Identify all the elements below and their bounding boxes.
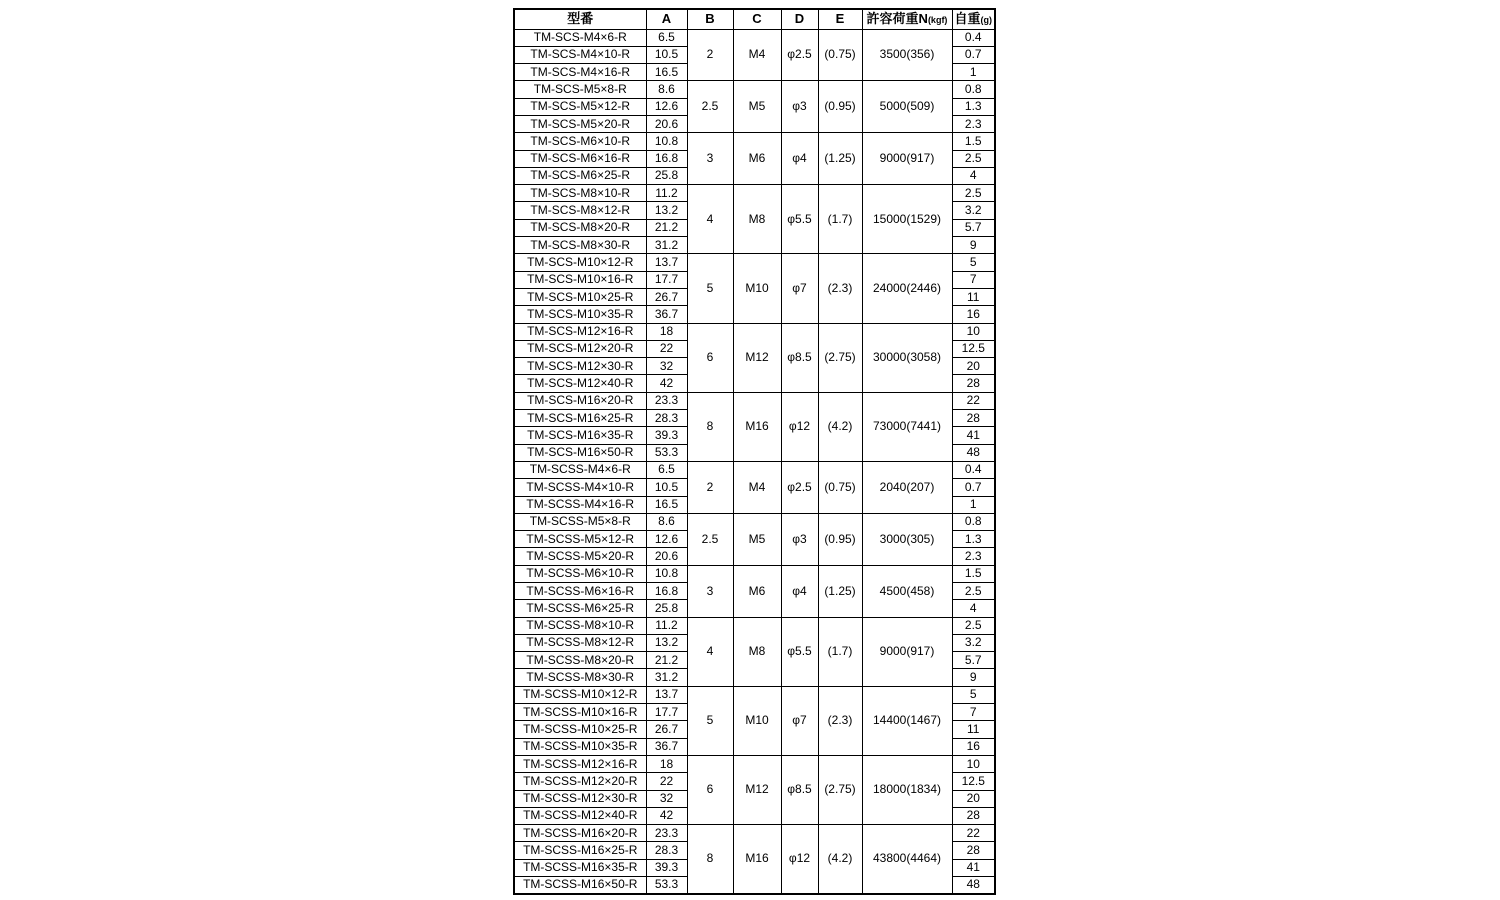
model-cell: TM-SCS-M6×10-R xyxy=(514,133,646,150)
weight-cell: 2.3 xyxy=(952,115,995,132)
model-cell: TM-SCS-M4×16-R xyxy=(514,64,646,81)
weight-cell: 20 xyxy=(952,790,995,807)
model-cell: TM-SCSS-M8×30-R xyxy=(514,669,646,686)
weight-cell: 16 xyxy=(952,306,995,323)
weight-cell: 1 xyxy=(952,496,995,513)
weight-cell: 0.8 xyxy=(952,81,995,98)
dim-a-cell: 32 xyxy=(646,790,687,807)
model-cell: TM-SCSS-M4×16-R xyxy=(514,496,646,513)
model-cell: TM-SCSS-M16×20-R xyxy=(514,825,646,842)
weight-cell: 5 xyxy=(952,686,995,703)
dim-a-cell: 36.7 xyxy=(646,306,687,323)
model-cell: TM-SCSS-M8×20-R xyxy=(514,652,646,669)
dim-a-cell: 6.5 xyxy=(646,29,687,46)
dim-a-cell: 16.5 xyxy=(646,64,687,81)
dim-a-cell: 28.3 xyxy=(646,410,687,427)
model-cell: TM-SCS-M8×30-R xyxy=(514,237,646,254)
dim-a-cell: 26.7 xyxy=(646,288,687,305)
dim-b-cell: 8 xyxy=(687,392,733,461)
allowable-load-cell: 24000(2446) xyxy=(862,254,952,323)
thread-c-cell: M5 xyxy=(733,513,781,565)
weight-cell: 0.4 xyxy=(952,29,995,46)
model-cell: TM-SCSS-M8×12-R xyxy=(514,634,646,651)
dim-b-cell: 2.5 xyxy=(687,81,733,133)
col-header-e xyxy=(818,9,862,29)
dim-e-cell: (1.7) xyxy=(818,185,862,254)
model-cell: TM-SCS-M16×20-R xyxy=(514,392,646,409)
dim-e-cell: (0.75) xyxy=(818,29,862,81)
thread-c-cell: M16 xyxy=(733,825,781,894)
thread-c-cell: M5 xyxy=(733,81,781,133)
weight-cell: 28 xyxy=(952,410,995,427)
dim-b-cell: 3 xyxy=(687,133,733,185)
allowable-load-cell: 43800(4464) xyxy=(862,825,952,894)
diameter-d-cell: φ8.5 xyxy=(781,323,818,392)
dim-a-cell: 11.2 xyxy=(646,617,687,634)
dim-a-cell: 31.2 xyxy=(646,237,687,254)
dim-a-cell: 42 xyxy=(646,807,687,824)
model-cell: TM-SCS-M12×30-R xyxy=(514,358,646,375)
weight-cell: 1.3 xyxy=(952,98,995,115)
dim-a-cell: 13.2 xyxy=(646,634,687,651)
dim-a-cell: 53.3 xyxy=(646,877,687,894)
model-cell: TM-SCS-M8×20-R xyxy=(514,219,646,236)
thread-c-cell: M4 xyxy=(733,29,781,81)
dim-a-cell: 20.6 xyxy=(646,115,687,132)
weight-cell: 16 xyxy=(952,738,995,755)
weight-cell: 0.4 xyxy=(952,461,995,478)
weight-cell: 48 xyxy=(952,877,995,894)
dim-a-cell: 12.6 xyxy=(646,98,687,115)
diameter-d-cell: φ2.5 xyxy=(781,29,818,81)
model-cell: TM-SCSS-M6×10-R xyxy=(514,565,646,582)
weight-cell: 1.3 xyxy=(952,531,995,548)
dim-b-cell: 2 xyxy=(687,29,733,81)
dim-e-cell: (0.95) xyxy=(818,513,862,565)
dim-b-cell: 8 xyxy=(687,825,733,894)
weight-cell: 20 xyxy=(952,358,995,375)
allowable-load-cell: 3000(305) xyxy=(862,513,952,565)
dim-a-cell: 23.3 xyxy=(646,825,687,842)
col-header-b xyxy=(687,9,733,29)
thread-c-cell: M10 xyxy=(733,686,781,755)
model-cell: TM-SCS-M16×35-R xyxy=(514,427,646,444)
model-cell: TM-SCS-M12×16-R xyxy=(514,323,646,340)
table-row xyxy=(514,254,995,271)
weight-cell: 2.5 xyxy=(952,150,995,167)
model-cell: TM-SCSS-M10×35-R xyxy=(514,738,646,755)
weight-cell: 11 xyxy=(952,288,995,305)
dim-a-cell: 22 xyxy=(646,340,687,357)
model-cell: TM-SCSS-M16×25-R xyxy=(514,842,646,859)
weight-cell: 1.5 xyxy=(952,565,995,582)
dim-a-cell: 10.8 xyxy=(646,133,687,150)
dim-a-cell: 12.6 xyxy=(646,531,687,548)
diameter-d-cell: φ3 xyxy=(781,513,818,565)
dim-a-cell: 16.8 xyxy=(646,150,687,167)
weight-cell: 0.8 xyxy=(952,513,995,530)
weight-cell: 28 xyxy=(952,375,995,392)
model-cell: TM-SCS-M5×20-R xyxy=(514,115,646,132)
dim-a-cell: 31.2 xyxy=(646,669,687,686)
dim-a-cell: 11.2 xyxy=(646,185,687,202)
table-row xyxy=(514,392,995,409)
diameter-d-cell: φ3 xyxy=(781,81,818,133)
col-header-load-label: 許容荷重N xyxy=(866,11,928,27)
table-row xyxy=(514,185,995,202)
dim-e-cell: (4.2) xyxy=(818,392,862,461)
header-row xyxy=(514,9,995,29)
col-header-model-label: 型番 xyxy=(567,11,594,27)
dim-a-cell: 13.7 xyxy=(646,254,687,271)
table-header xyxy=(514,9,995,29)
model-cell: TM-SCSS-M16×50-R xyxy=(514,877,646,894)
table-row xyxy=(514,755,995,772)
dim-b-cell: 2.5 xyxy=(687,513,733,565)
model-cell: TM-SCSS-M12×16-R xyxy=(514,755,646,772)
weight-cell: 3.2 xyxy=(952,634,995,651)
weight-cell: 10 xyxy=(952,323,995,340)
model-cell: TM-SCSS-M6×16-R xyxy=(514,583,646,600)
weight-cell: 5.7 xyxy=(952,652,995,669)
model-cell: TM-SCSS-M10×25-R xyxy=(514,721,646,738)
weight-cell: 2.3 xyxy=(952,548,995,565)
dim-e-cell: (1.25) xyxy=(818,565,862,617)
dim-e-cell: (0.95) xyxy=(818,81,862,133)
model-cell: TM-SCSS-M5×8-R xyxy=(514,513,646,530)
diameter-d-cell: φ4 xyxy=(781,133,818,185)
table-row xyxy=(514,686,995,703)
weight-cell: 22 xyxy=(952,825,995,842)
allowable-load-cell: 14400(1467) xyxy=(862,686,952,755)
dim-a-cell: 10.5 xyxy=(646,479,687,496)
model-cell: TM-SCS-M6×25-R xyxy=(514,167,646,184)
table-row xyxy=(514,29,995,46)
weight-cell: 1.5 xyxy=(952,133,995,150)
allowable-load-cell: 30000(3058) xyxy=(862,323,952,392)
allowable-load-cell: 15000(1529) xyxy=(862,185,952,254)
dim-a-cell: 25.8 xyxy=(646,167,687,184)
thread-c-cell: M8 xyxy=(733,617,781,686)
weight-cell: 41 xyxy=(952,427,995,444)
weight-cell: 12.5 xyxy=(952,773,995,790)
thread-c-cell: M4 xyxy=(733,461,781,513)
col-header-load xyxy=(862,9,952,29)
dim-a-cell: 18 xyxy=(646,755,687,772)
dim-a-cell: 53.3 xyxy=(646,444,687,461)
weight-cell: 5.7 xyxy=(952,219,995,236)
weight-cell: 28 xyxy=(952,807,995,824)
dim-a-cell: 10.5 xyxy=(646,46,687,63)
dim-a-cell: 32 xyxy=(646,358,687,375)
table-row xyxy=(514,323,995,340)
model-cell: TM-SCS-M16×25-R xyxy=(514,410,646,427)
table-row xyxy=(514,617,995,634)
dim-a-cell: 10.8 xyxy=(646,565,687,582)
thread-c-cell: M12 xyxy=(733,323,781,392)
dim-a-cell: 16.5 xyxy=(646,496,687,513)
model-cell: TM-SCSS-M10×12-R xyxy=(514,686,646,703)
dim-e-cell: (4.2) xyxy=(818,825,862,894)
weight-cell: 7 xyxy=(952,704,995,721)
table-row xyxy=(514,825,995,842)
dim-a-cell: 13.2 xyxy=(646,202,687,219)
allowable-load-cell: 2040(207) xyxy=(862,461,952,513)
allowable-load-cell: 9000(917) xyxy=(862,133,952,185)
dim-e-cell: (2.3) xyxy=(818,686,862,755)
model-cell: TM-SCS-M8×12-R xyxy=(514,202,646,219)
weight-cell: 22 xyxy=(952,392,995,409)
dim-a-cell: 16.8 xyxy=(646,583,687,600)
col-header-c xyxy=(733,9,781,29)
weight-cell: 0.7 xyxy=(952,479,995,496)
model-cell: TM-SCSS-M16×35-R xyxy=(514,859,646,876)
dim-a-cell: 20.6 xyxy=(646,548,687,565)
diameter-d-cell: φ12 xyxy=(781,392,818,461)
model-cell: TM-SCS-M4×10-R xyxy=(514,46,646,63)
col-header-weight-label: 自重 xyxy=(954,11,981,27)
dim-a-cell: 39.3 xyxy=(646,859,687,876)
dim-a-cell: 28.3 xyxy=(646,842,687,859)
weight-cell: 10 xyxy=(952,755,995,772)
model-cell: TM-SCSS-M4×10-R xyxy=(514,479,646,496)
dim-a-cell: 6.5 xyxy=(646,461,687,478)
allowable-load-cell: 4500(458) xyxy=(862,565,952,617)
dim-b-cell: 4 xyxy=(687,185,733,254)
model-cell: TM-SCS-M5×8-R xyxy=(514,81,646,98)
diameter-d-cell: φ5.5 xyxy=(781,617,818,686)
thread-c-cell: M10 xyxy=(733,254,781,323)
dim-b-cell: 6 xyxy=(687,323,733,392)
dim-a-cell: 22 xyxy=(646,773,687,790)
weight-cell: 2.5 xyxy=(952,583,995,600)
dim-a-cell: 18 xyxy=(646,323,687,340)
model-cell: TM-SCS-M4×6-R xyxy=(514,29,646,46)
weight-cell: 9 xyxy=(952,669,995,686)
weight-cell: 2.5 xyxy=(952,617,995,634)
model-cell: TM-SCSS-M12×40-R xyxy=(514,807,646,824)
dim-a-cell: 21.2 xyxy=(646,219,687,236)
diameter-d-cell: φ12 xyxy=(781,825,818,894)
model-cell: TM-SCSS-M4×6-R xyxy=(514,461,646,478)
weight-cell: 0.7 xyxy=(952,46,995,63)
diameter-d-cell: φ7 xyxy=(781,254,818,323)
diameter-d-cell: φ5.5 xyxy=(781,185,818,254)
thread-c-cell: M6 xyxy=(733,565,781,617)
dim-a-cell: 36.7 xyxy=(646,738,687,755)
model-cell: TM-SCSS-M10×16-R xyxy=(514,704,646,721)
dim-a-cell: 17.7 xyxy=(646,704,687,721)
model-cell: TM-SCS-M12×40-R xyxy=(514,375,646,392)
table-row xyxy=(514,565,995,582)
thread-c-cell: M6 xyxy=(733,133,781,185)
model-cell: TM-SCS-M12×20-R xyxy=(514,340,646,357)
weight-cell: 7 xyxy=(952,271,995,288)
model-cell: TM-SCS-M10×16-R xyxy=(514,271,646,288)
model-cell: TM-SCSS-M6×25-R xyxy=(514,600,646,617)
col-header-c-label: C xyxy=(752,11,762,27)
spec-table xyxy=(513,8,996,895)
dim-a-cell: 8.6 xyxy=(646,81,687,98)
model-cell: TM-SCS-M10×25-R xyxy=(514,288,646,305)
weight-cell: 48 xyxy=(952,444,995,461)
col-header-a xyxy=(646,9,687,29)
dim-a-cell: 17.7 xyxy=(646,271,687,288)
diameter-d-cell: φ7 xyxy=(781,686,818,755)
weight-cell: 4 xyxy=(952,167,995,184)
spec-table-container xyxy=(513,8,996,895)
model-cell: TM-SCSS-M5×12-R xyxy=(514,531,646,548)
dim-a-cell: 23.3 xyxy=(646,392,687,409)
table-row xyxy=(514,461,995,478)
model-cell: TM-SCSS-M12×20-R xyxy=(514,773,646,790)
thread-c-cell: M16 xyxy=(733,392,781,461)
model-cell: TM-SCS-M10×35-R xyxy=(514,306,646,323)
model-cell: TM-SCS-M8×10-R xyxy=(514,185,646,202)
dim-b-cell: 5 xyxy=(687,686,733,755)
dim-a-cell: 8.6 xyxy=(646,513,687,530)
table-row xyxy=(514,513,995,530)
allowable-load-cell: 5000(509) xyxy=(862,81,952,133)
dim-e-cell: (1.25) xyxy=(818,133,862,185)
col-header-load-unit: (kgf) xyxy=(927,15,948,26)
col-header-d-label: D xyxy=(794,11,805,27)
model-cell: TM-SCSS-M8×10-R xyxy=(514,617,646,634)
dim-e-cell: (1.7) xyxy=(818,617,862,686)
dim-e-cell: (2.75) xyxy=(818,323,862,392)
allowable-load-cell: 73000(7441) xyxy=(862,392,952,461)
allowable-load-cell: 9000(917) xyxy=(862,617,952,686)
dim-b-cell: 4 xyxy=(687,617,733,686)
allowable-load-cell: 3500(356) xyxy=(862,29,952,81)
dim-a-cell: 21.2 xyxy=(646,652,687,669)
table-row xyxy=(514,81,995,98)
weight-cell: 3.2 xyxy=(952,202,995,219)
table-row xyxy=(514,133,995,150)
dim-b-cell: 3 xyxy=(687,565,733,617)
allowable-load-cell: 18000(1834) xyxy=(862,755,952,824)
model-cell: TM-SCS-M10×12-R xyxy=(514,254,646,271)
table-body xyxy=(514,29,995,894)
weight-cell: 9 xyxy=(952,237,995,254)
col-header-b-label: B xyxy=(705,11,715,27)
weight-cell: 2.5 xyxy=(952,185,995,202)
diameter-d-cell: φ2.5 xyxy=(781,461,818,513)
dim-a-cell: 26.7 xyxy=(646,721,687,738)
model-cell: TM-SCS-M5×12-R xyxy=(514,98,646,115)
weight-cell: 28 xyxy=(952,842,995,859)
dim-a-cell: 25.8 xyxy=(646,600,687,617)
weight-cell: 11 xyxy=(952,721,995,738)
model-cell: TM-SCS-M6×16-R xyxy=(514,150,646,167)
col-header-d xyxy=(781,9,818,29)
weight-cell: 41 xyxy=(952,859,995,876)
dim-e-cell: (2.75) xyxy=(818,755,862,824)
diameter-d-cell: φ8.5 xyxy=(781,755,818,824)
col-header-a-label: A xyxy=(661,11,672,27)
weight-cell: 12.5 xyxy=(952,340,995,357)
model-cell: TM-SCSS-M12×30-R xyxy=(514,790,646,807)
dim-e-cell: (2.3) xyxy=(818,254,862,323)
col-header-weight xyxy=(952,9,995,29)
dim-e-cell: (0.75) xyxy=(818,461,862,513)
col-header-model xyxy=(514,9,646,29)
dim-b-cell: 6 xyxy=(687,755,733,824)
model-cell: TM-SCS-M16×50-R xyxy=(514,444,646,461)
thread-c-cell: M12 xyxy=(733,755,781,824)
dim-a-cell: 42 xyxy=(646,375,687,392)
weight-cell: 1 xyxy=(952,64,995,81)
dim-a-cell: 13.7 xyxy=(646,686,687,703)
col-header-weight-unit: (g) xyxy=(980,15,993,26)
weight-cell: 4 xyxy=(952,600,995,617)
dim-b-cell: 2 xyxy=(687,461,733,513)
thread-c-cell: M8 xyxy=(733,185,781,254)
diameter-d-cell: φ4 xyxy=(781,565,818,617)
col-header-e-label: E xyxy=(835,11,845,27)
dim-a-cell: 39.3 xyxy=(646,427,687,444)
weight-cell: 5 xyxy=(952,254,995,271)
model-cell: TM-SCSS-M5×20-R xyxy=(514,548,646,565)
dim-b-cell: 5 xyxy=(687,254,733,323)
